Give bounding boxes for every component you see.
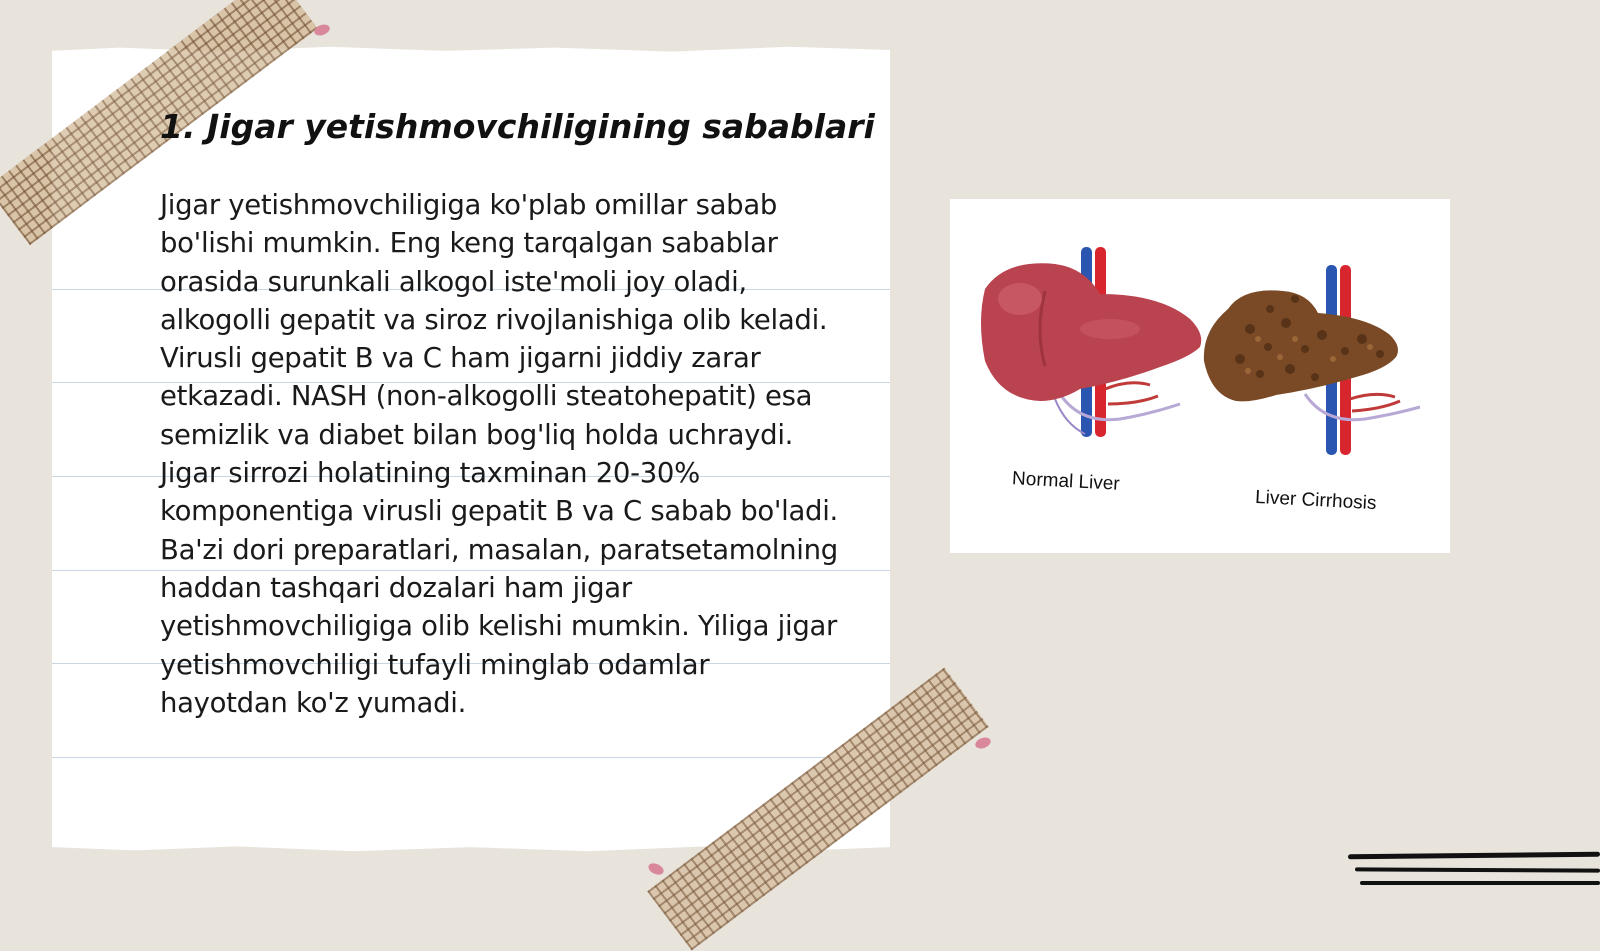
decorative-stroke	[1355, 867, 1600, 872]
liver-comparison-image	[950, 199, 1450, 553]
tape-pin	[647, 861, 666, 877]
slide-body-text: Jigar yetishmovchiligiga ko'plab omillar sabab bo'lishi mumkin. Eng keng tarqalgan sabablar orasida surunkali alkogol iste'moli joy oladi, alkogolli gepatit va siroz rivojlanishiga olib keladi. Virusli gepatit B va C ham jigarni jiddiy zarar etkazadi. NASH (non-alkogolli steatohepatit) esa semizlik va diabet bilan bog'liq holda uchraydi. Jigar sirrozi holatining taxminan 20-30% komponentiga virusli gepatit B va C sabab bo'ladi. Ba'zi dori preparatlari, masalan, paratsetamolning haddan tashqari dozalari ham jigar yetishmovchiligiga olib kelishi mumkin. Yiliga jigar yetishmovchiligi tufayli minglab odamlar hayotdan ko'z yumadi.	[160, 189, 838, 719]
decorative-stroke	[1360, 881, 1600, 885]
slide-title: 1. Jigar yetishmovchiligining sabablari	[160, 107, 875, 146]
caption-liver-cirrhosis: Liver Cirrhosis	[1254, 486, 1377, 515]
tape-pin	[974, 736, 992, 751]
tape-pin	[313, 23, 331, 38]
paper-rule-line	[52, 757, 890, 758]
caption-normal-liver: Normal Liver	[1011, 468, 1121, 495]
decorative-stroke	[1348, 852, 1600, 860]
